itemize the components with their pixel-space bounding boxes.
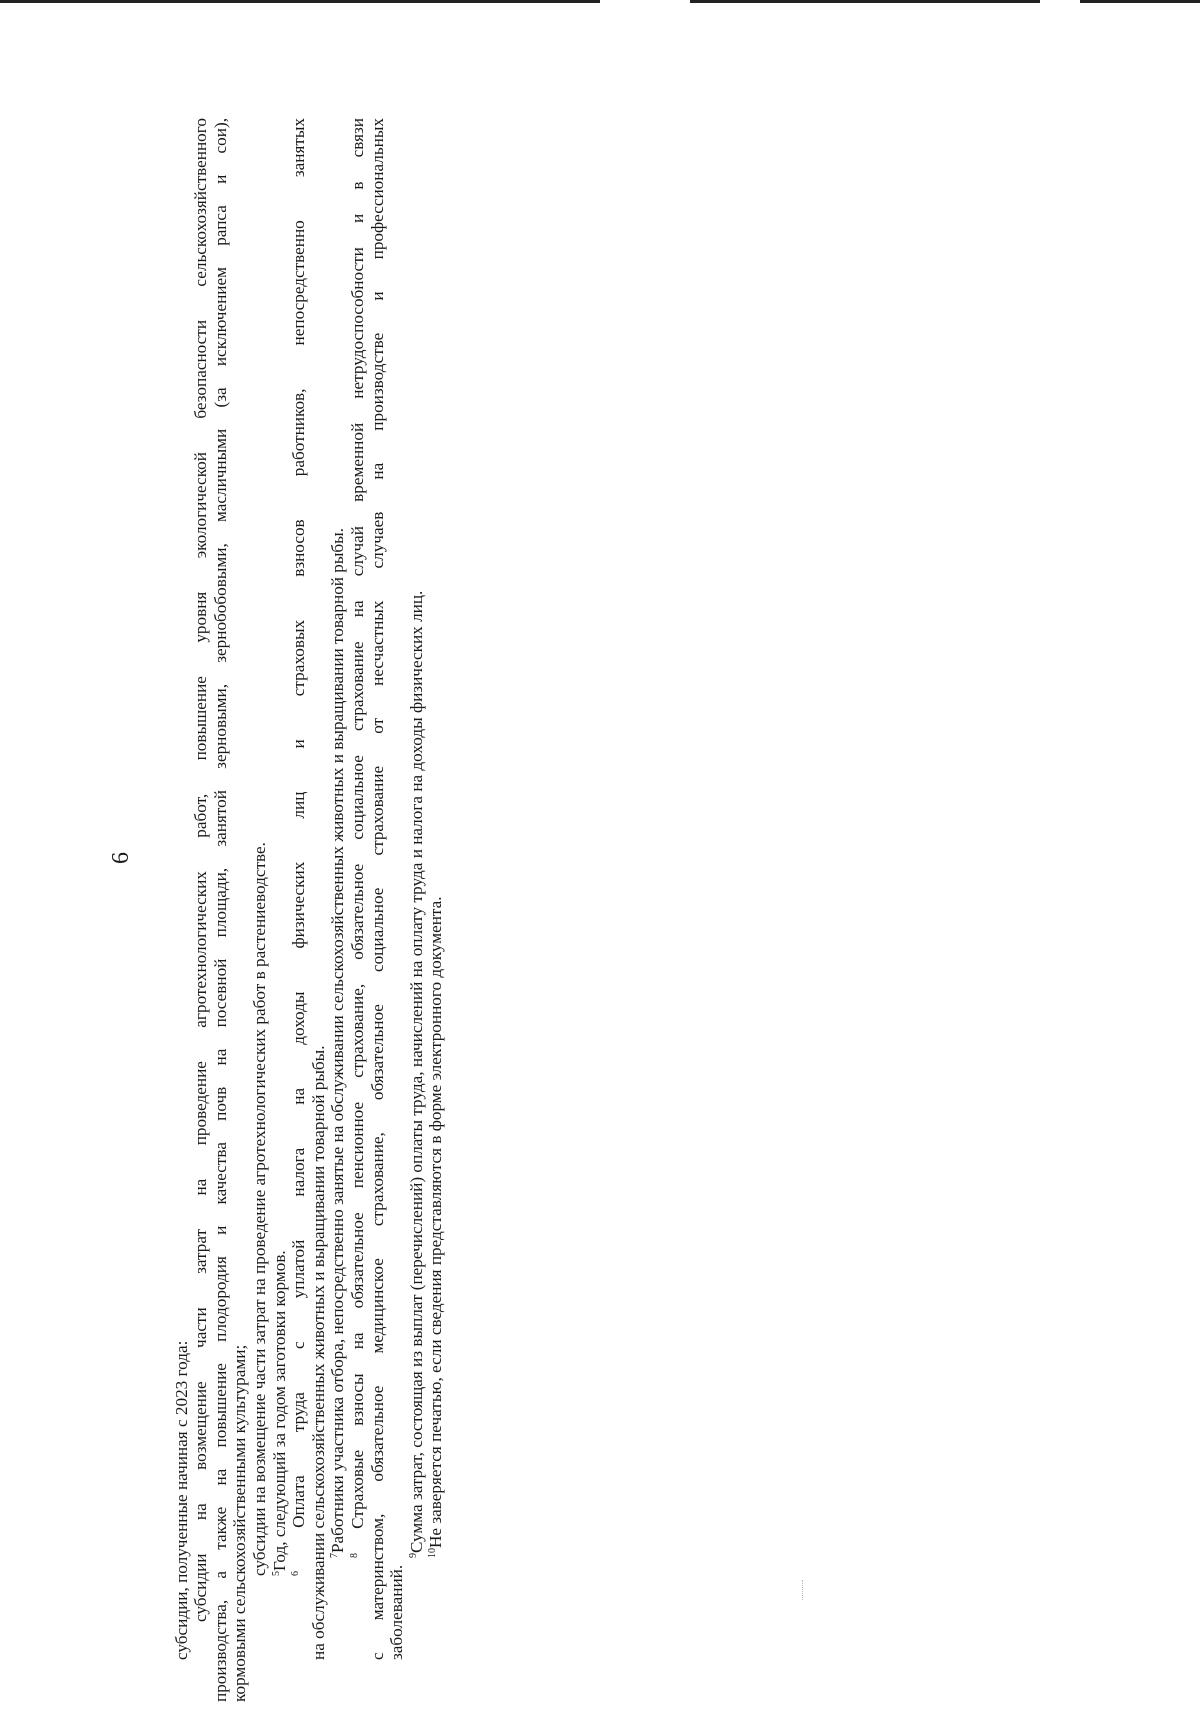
footnote-5-text: Год, следующий за годом заготовки кормов. (269, 1250, 289, 1571)
subsidy-item-1-line-2: производства, а также на повышение плодородия и качества почв на посевной площади, занятой зерновыми, зернобобовыми, масличными (за исключением рапса и сои), (210, 118, 230, 1702)
scan-speck (802, 1580, 804, 1600)
footnote-8-mark: 8 (348, 1553, 360, 1558)
footnote-7-text: Работники участника отбора, непосредственно занятые на обслуживании сельскохозяйственных животных и выращивании товарной рыбы. (328, 527, 348, 1553)
footnote-8-line-2: с материнством, обязательное медицинское страхование, обязательное социальное страхование от несчастных случаев на производстве и профессиональных (367, 118, 387, 1660)
footnote-10-text: Не заверяется печатью, если сведения представляются в форме электронного документа. (426, 896, 446, 1548)
footnote-8-text-a: Страховые взносы на обязательное пенсионное страхование, обязательное социальное страхование на случай временной нетрудоспособности и в связи (347, 118, 367, 1529)
footnote-9 (407, 118, 427, 1558)
subsidy-item-2: субсидии на возмещение части затрат на проведение агротехнологических работ в растениеводстве. (249, 842, 269, 1576)
footnote-6-line-2: на обслуживании сельскохозяйственных животных и выращивании товарной рыбы. (308, 1045, 328, 1660)
footnote-9-mark: 9 (407, 1553, 419, 1558)
footnote-7-mark: 7 (329, 1553, 341, 1558)
footnote-5-mark: 5 (270, 1571, 282, 1576)
footnote-7 (328, 118, 348, 1558)
footnote-10-mark: 10 (427, 1548, 439, 1558)
footnote-9-text: Сумма затрат, состоящая из выплат (перечислений) оплаты труда, начислений на оплату труда и налога на доходы физических лиц. (406, 590, 426, 1553)
scan-top-edge (0, 0, 1200, 3)
footnote-6-text-a: Оплата труда с уплатой налога на доходы физических лиц и страховых взносов работников, непосредственно занятых (289, 117, 309, 1528)
footnote-8-line-1 (348, 118, 368, 1558)
document-page (108, 117, 446, 1702)
footnote-8-line-3: заболеваний. (387, 1564, 407, 1660)
footnote-6-mark: 6 (290, 1571, 302, 1576)
page-number: 6 (108, 852, 134, 864)
subsidy-item-1-line-3: кормовыми сельскохозяйственными культурами; (230, 1344, 250, 1702)
subsidy-item-1-line-1: субсидии на возмещение части затрат на проведение агротехнологических работ, повышение уровня экологической безопасности сельскохозяйственного (191, 118, 211, 1622)
footnote-6-line-1 (289, 118, 309, 1576)
footnote-10 (426, 118, 446, 1558)
footnote-5 (270, 118, 290, 1576)
intro-line: субсидии, полученные начиная с 2023 года: (171, 1340, 191, 1660)
